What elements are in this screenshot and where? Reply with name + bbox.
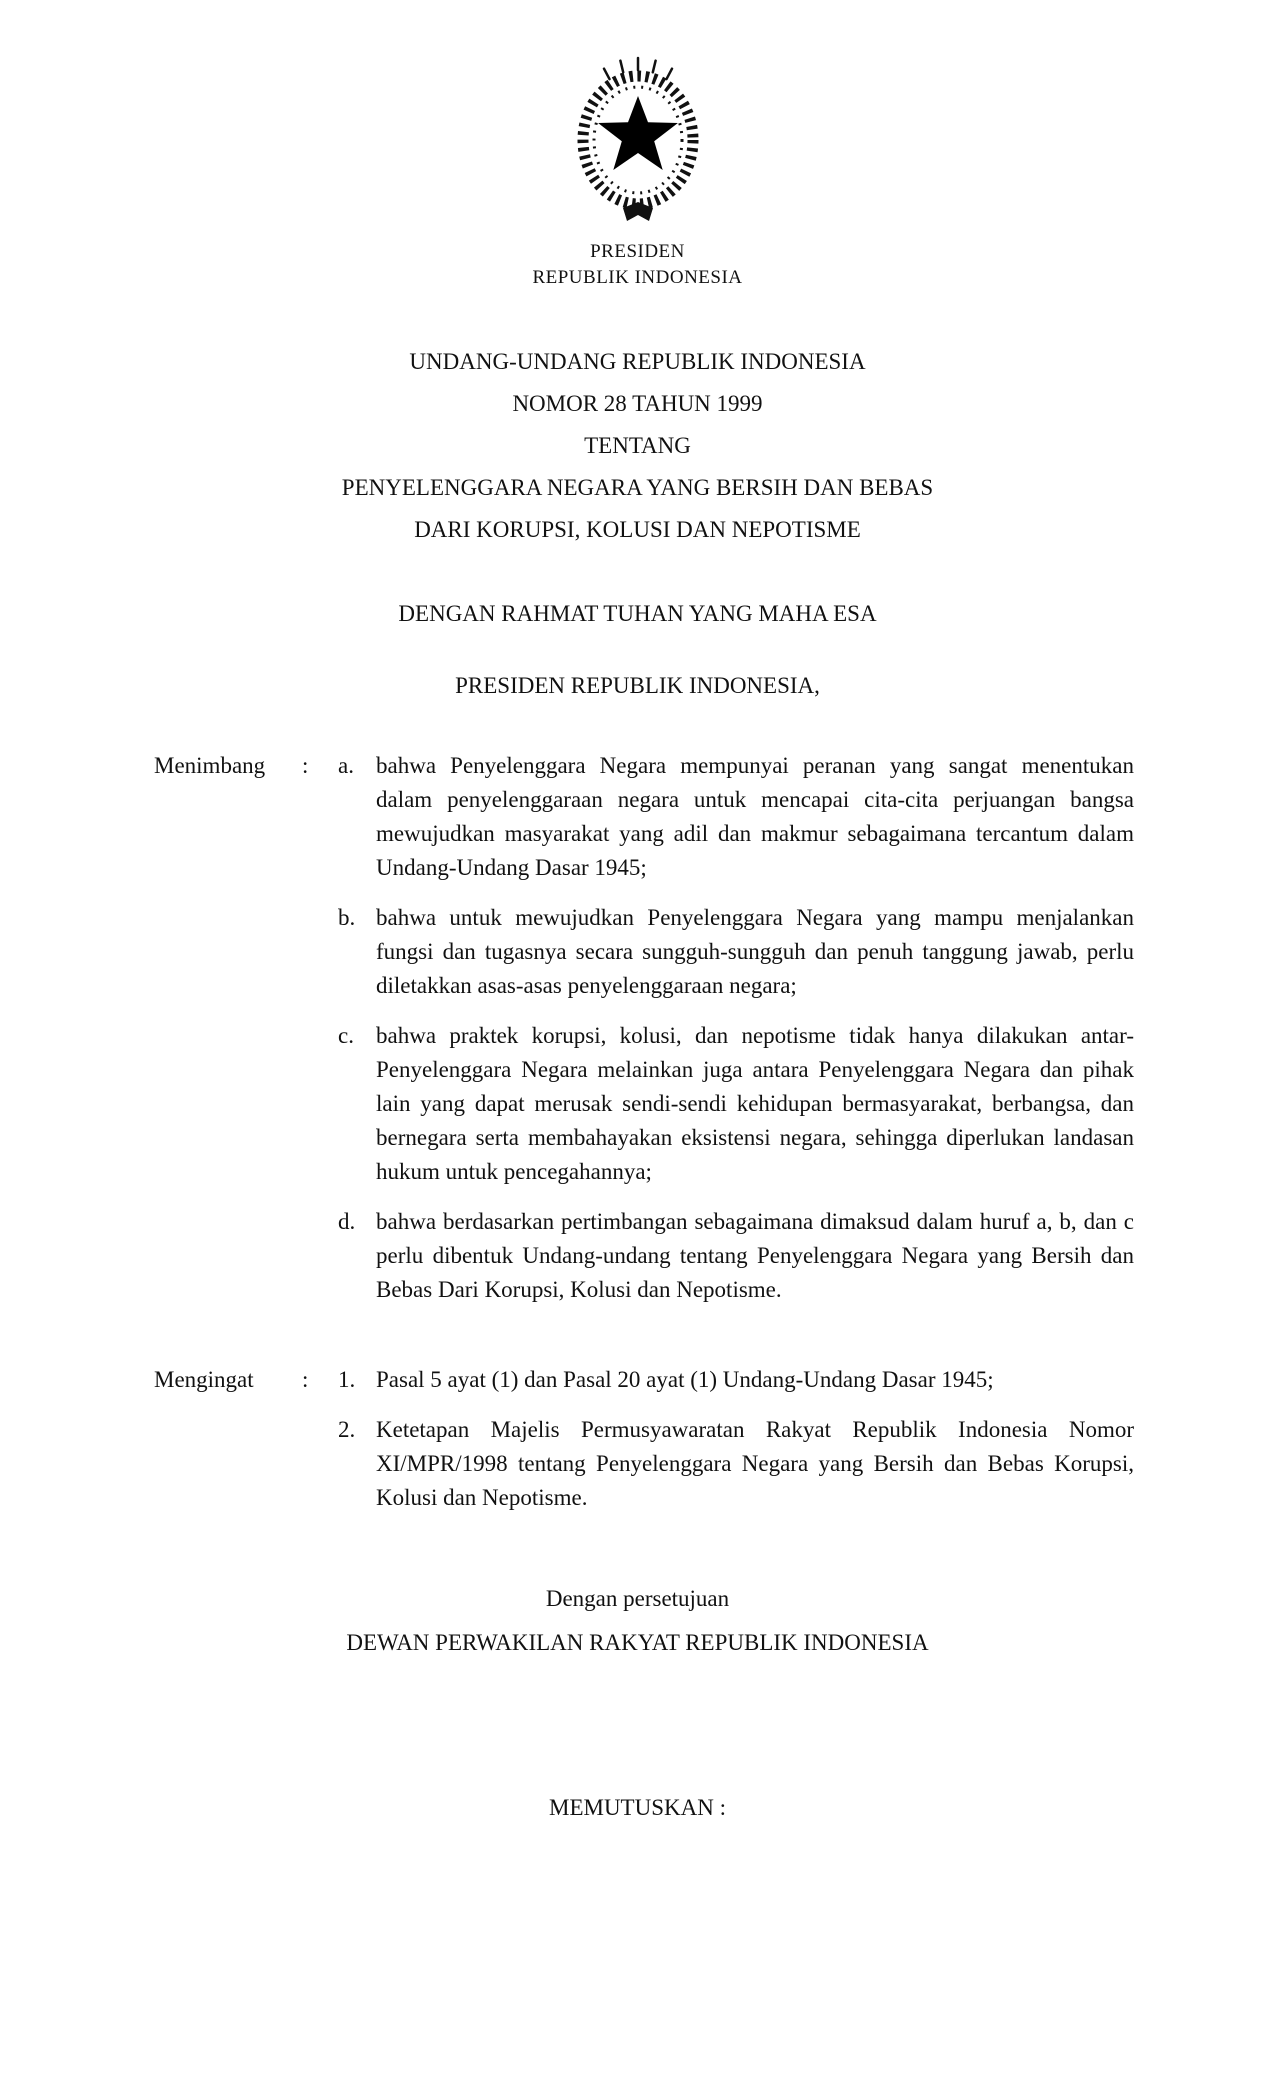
recalling-item-text: Pasal 5 ayat (1) dan Pasal 20 ayat (1) Undang-Undang Dasar 1945; [376, 1367, 994, 1392]
considering-item-text: bahwa berdasarkan pertimbangan sebagaimana dimaksud dalam huruf a, b, dan c perlu dibentuk Undang-undang tentang Penyelenggara Negara yang Bersih dan Bebas Dari Korupsi, Kolusi dan Nepotisme. [376, 1209, 1134, 1302]
issuer-line: PRESIDEN REPUBLIK INDONESIA, [455, 673, 820, 698]
title-line-3: TENTANG [584, 433, 691, 458]
considering-item-text: bahwa Penyelenggara Negara mempunyai peranan yang sangat menentukan dalam penyelenggaraan negara untuk mencapai cita-cita perjuangan bangsa mewujudkan masyarakat yang adil dan makmur sebagaimana tercantum dalam Undang-Undang Dasar 1945; [376, 753, 1134, 880]
considering-item-marker: d. [338, 1209, 356, 1234]
approval-line-1: Dengan persetujuan [545, 1586, 730, 1611]
considering-section [154, 749, 1134, 1307]
presidential-seal [0, 56, 1275, 233]
recalling-colon: : [302, 1367, 309, 1392]
recalling-label: Mengingat [154, 1367, 254, 1392]
invocation-line: DENGAN RAHMAT TUHAN YANG MAHA ESA [398, 601, 877, 626]
considering-colon: : [302, 753, 309, 778]
recalling-item-text: Ketetapan Majelis Permusyawaratan Rakyat Republik Indonesia Nomor XI/MPR/1998 tentang Penyelenggara Negara yang Bersih dan Bebas Korupsi, Kolusi dan Nepotisme. [376, 1417, 1134, 1510]
letterhead-presiden: PRESIDEN [590, 241, 685, 262]
approval-line-2: DEWAN PERWAKILAN RAKYAT REPUBLIK INDONESIA [346, 1630, 929, 1655]
considering-item-marker: c. [338, 1023, 354, 1048]
document-title [0, 341, 1275, 551]
recalling-item-marker: 1. [338, 1367, 356, 1392]
recalling-section [154, 1363, 1134, 1515]
title-line-1: UNDANG-UNDANG REPUBLIK INDONESIA [409, 349, 866, 374]
title-line-5: DARI KORUPSI, KOLUSI DAN NEPOTISME [414, 517, 861, 542]
considering-item-marker: a. [338, 753, 354, 778]
considering-label: Menimbang [154, 753, 266, 778]
letterhead [0, 239, 1275, 291]
recalling-item-marker: 2. [338, 1417, 356, 1442]
considering-item-text: bahwa untuk mewujudkan Penyelenggara Negara yang mampu menjalankan fungsi dan tugasnya secara sungguh-sungguh dan penuh tanggung jawab, perlu diletakkan asas-asas penyelenggaraan negara; [376, 905, 1134, 998]
letterhead-republik-indonesia: REPUBLIK INDONESIA [532, 267, 743, 288]
decision-heading: MEMUTUSKAN : [549, 1795, 726, 1820]
title-line-2: NOMOR 28 TAHUN 1999 [512, 391, 763, 416]
title-line-4: PENYELENGGARA NEGARA YANG BERSIH DAN BEBAS [341, 475, 934, 500]
approval-section [0, 1577, 1275, 1665]
considering-item-marker: b. [338, 905, 356, 930]
star-wreath-emblem-icon [563, 56, 713, 228]
considering-item-text: bahwa praktek korupsi, kolusi, dan nepotisme tidak hanya dilakukan antar-Penyelenggara Negara melainkan juga antara Penyelenggara Negara dan pihak lain yang dapat merusak sendi-sendi kehidupan bermasyarakat, berbangsa, dan bernegara serta membahayakan eksistensi negara, sehingga diperlukan landasan hukum untuk pencegahannya; [376, 1023, 1134, 1184]
